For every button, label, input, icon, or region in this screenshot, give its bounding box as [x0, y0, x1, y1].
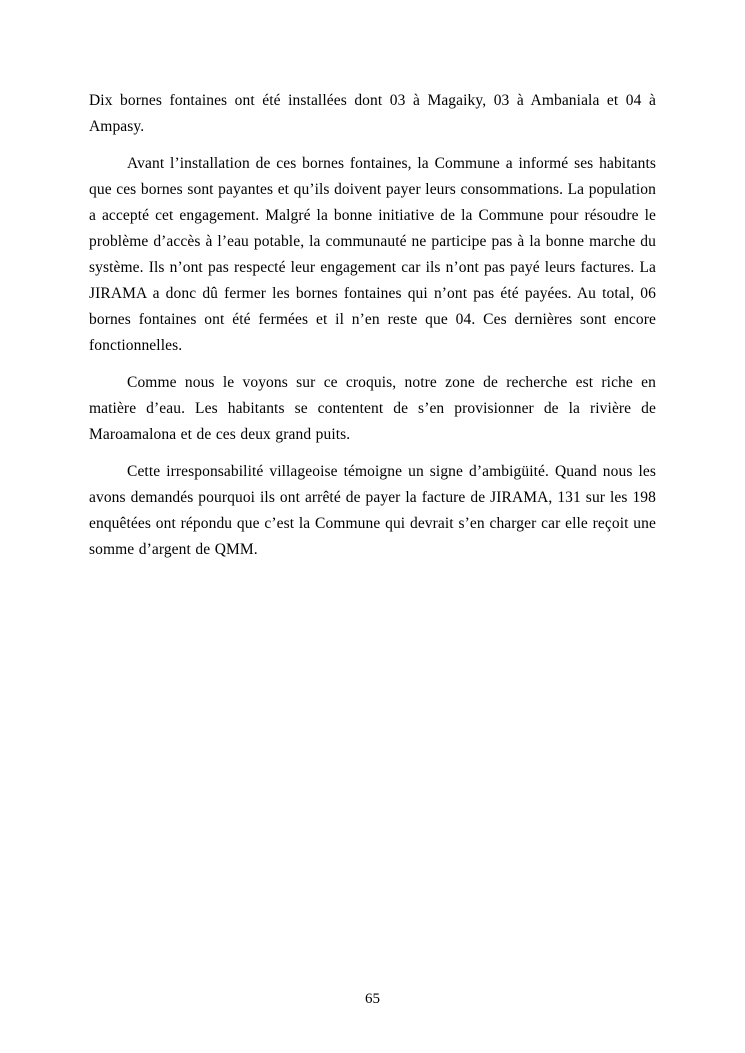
- paragraph-water-sources: Comme nous le voyons sur ce croquis, notre zone de recherche est riche en matière d’eau. Les habitants se contentent de s’en provisionner de la rivière de Maroamalona et de ces deux grand puits.: [89, 374, 656, 443]
- paragraph-commune-payment: Avant l’installation de ces bornes fontaines, la Commune a informé ses habitants que ces bornes sont payantes et qu’ils doivent payer leurs consommations. La population a accepté cet engagement. Malgré la bonne initiative de la Commune pour résoudre le problème d’accès à l’eau potable, la communauté ne participe pas à la bonne marche du système. Ils n’ont pas respecté leur engagement car ils n’ont pas payé leurs factures. La JIRAMA a donc dû fermer les bornes fontaines qui n’ont pas été payées. Au total, 06 bornes fontaines ont été fermées et il n’en reste que 04. Ces dernières sont encore fonctionnelles.: [89, 155, 656, 354]
- paragraph-fountains-installed: Dix bornes fontaines ont été installées dont 03 à Magaiky, 03 à Ambaniala et 04 à Ampasy.: [89, 92, 656, 135]
- page-body-text: [89, 88, 656, 574]
- paragraph-survey-results: Cette irresponsabilité villageoise témoigne un signe d’ambigüité. Quand nous les avons demandés pourquoi ils ont arrêté de payer la facture de JIRAMA, 131 sur les 198 enquêtées ont répondu que c’est la Commune qui devrait s’en charger car elle reçoit une somme d’argent de QMM.: [89, 463, 656, 558]
- page-number: 65: [365, 991, 380, 1007]
